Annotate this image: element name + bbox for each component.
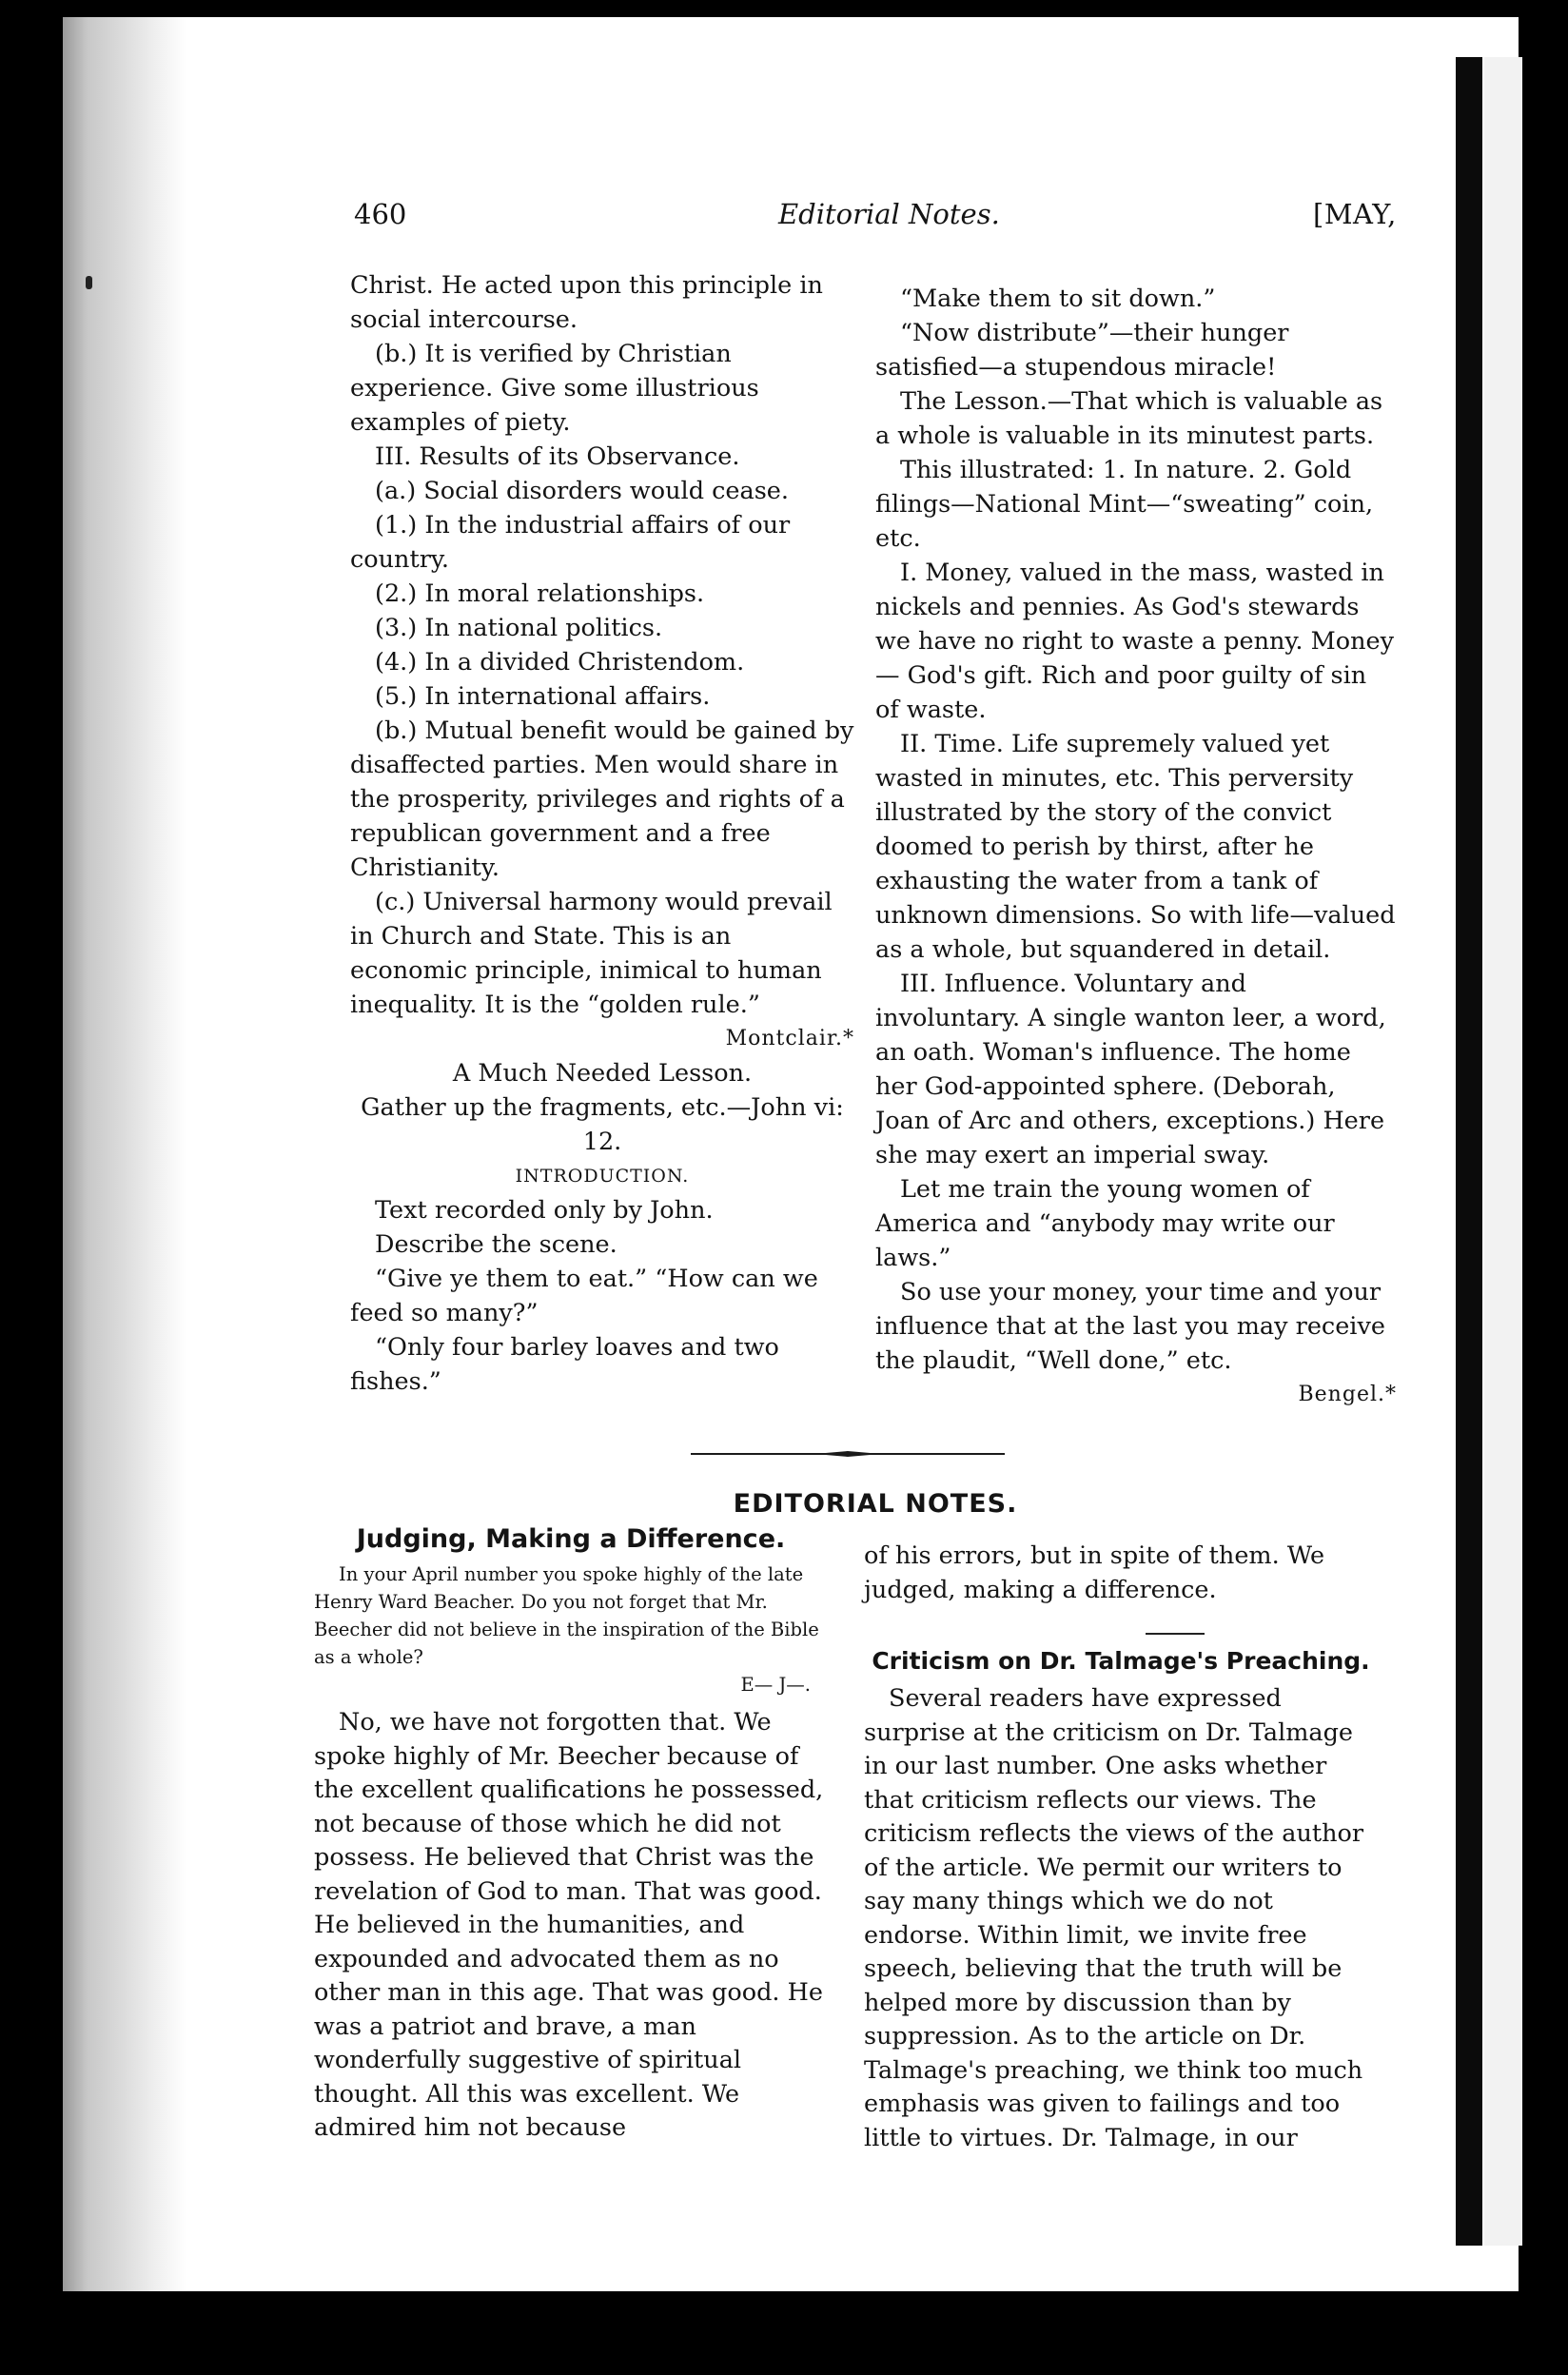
- editorial-notes-heading: EDITORIAL NOTES.: [733, 1489, 1018, 1519]
- right-lower-column: [864, 1539, 1378, 1607]
- scan-speck: [86, 276, 92, 289]
- right-column-paragraph: The Lesson.—That which is valuable as a whole is valuable in its minutest parts.: [875, 387, 1383, 450]
- right-column-paragraph: III. Influence. Voluntary and involuntary. A single wanton leer, a word, an oath. Woman's influence. The home her God-appointed sphere. (Deborah, Joan of Arc and others, exceptions.) Here she may exert an imperial sway.: [875, 970, 1386, 1169]
- page-number: 460: [354, 198, 407, 230]
- criticism-body: Several readers have expressed surprise at the criticism on Dr. Talmage in our last number. One asks whether that criticism reflects our views. The criticism reflects the views of the author of the article. We permit our writers to say many things which we do not endorse. Within limit, we invite free speech, believing that the truth will be helped more by discussion than by suppression. As to the article on Dr. Talmage's preaching, we think too much emphasis was given to failings and too little to virtues. Dr. Talmage, in our: [864, 1684, 1364, 2152]
- question-signature: E— J—.: [740, 1674, 811, 1696]
- running-month: [MAY,: [1313, 198, 1397, 230]
- judging-title: Judging, Making a Difference.: [356, 1524, 786, 1554]
- ornamental-rule: [691, 1451, 1005, 1457]
- right-column-paragraph: II. Time. Life supremely valued yet wasted in minutes, etc. This perversity illustrated by the story of the convict doomed to perish by thirst, after he exhausting the water from a tank of unknown dimensions. So with life—valued as a whole, but squandered in detail.: [875, 730, 1396, 964]
- right-column-paragraph: So use your money, your time and your influence that at the last you may receive the plaudit, “Well done,” etc.: [875, 1278, 1385, 1375]
- left-column-paragraph: (1.) In the industrial affairs of our country.: [350, 511, 791, 574]
- left-column-paragraph: Gather up the fragments, etc.—John vi: 12.: [361, 1093, 844, 1156]
- page-edge-shadow: [63, 17, 186, 2291]
- divider-rule: [1146, 1633, 1205, 1635]
- question-text: In your April number you spoke highly of the late Henry Ward Beacher. Do you not forget that Mr. Beecher did not believe in the inspiration of the Bible as a whole?: [314, 1563, 819, 1668]
- right-column-paragraph: This illustrated: 1. In nature. 2. Gold filings—National Mint—“sweating” coin, etc.: [875, 456, 1374, 553]
- judging-article: [314, 1522, 828, 2146]
- right-column-paragraph: Let me train the young women of America and “anybody may write our laws.”: [875, 1175, 1335, 1272]
- facing-page-strip: [1484, 57, 1522, 2246]
- left-column-paragraph: (5.) In international affairs.: [375, 682, 711, 711]
- left-column-paragraph: “Only four barley loaves and two fishes.”: [350, 1333, 779, 1396]
- left-column-paragraph: Montclair.*: [725, 1027, 854, 1050]
- right-column: [875, 282, 1397, 1412]
- left-column-paragraph: (a.) Social disorders would cease.: [375, 477, 789, 505]
- reader-question: [314, 1560, 828, 1698]
- left-column: [350, 268, 854, 1399]
- left-column-paragraph: (2.) In moral relationships.: [375, 579, 705, 608]
- left-column-paragraph: Christ. He acted upon this principle in social intercourse.: [350, 271, 823, 334]
- criticism-article: [864, 1644, 1378, 2155]
- left-column-paragraph: A Much Needed Lesson.: [452, 1059, 753, 1088]
- left-column-paragraph: Describe the scene.: [375, 1230, 617, 1259]
- left-column-paragraph: INTRODUCTION.: [515, 1166, 690, 1187]
- right-column-paragraph: “Make them to sit down.”: [900, 285, 1216, 313]
- criticism-title: Criticism on Dr. Talmage's Preaching.: [872, 1647, 1370, 1675]
- running-title: Editorial Notes.: [778, 198, 1000, 230]
- judging-continuation: of his errors, but in spite of them. We judged, making a difference.: [864, 1541, 1325, 1604]
- right-column-paragraph: Bengel.*: [1298, 1383, 1397, 1406]
- left-column-paragraph: (b.) It is verified by Christian experience. Give some illustrious examples of piety.: [350, 340, 759, 437]
- book-gutter: [1456, 57, 1482, 2246]
- left-column-paragraph: (b.) Mutual benefit would be gained by disaffected parties. Men would share in the prosperity, privileges and rights of a republican government and a free Christianity.: [350, 716, 854, 882]
- right-column-paragraph: “Now distribute”—their hunger satisfied—a stupendous miracle!: [875, 319, 1289, 382]
- left-column-paragraph: (3.) In national politics.: [375, 614, 663, 642]
- left-column-paragraph: Text recorded only by John.: [375, 1196, 714, 1225]
- left-column-paragraph: (4.) In a divided Christendom.: [375, 648, 745, 677]
- left-column-paragraph: III. Results of its Observance.: [375, 442, 740, 471]
- right-column-paragraph: I. Money, valued in the mass, wasted in nickels and pennies. As God's stewards we have no right to waste a penny. Money — God's gift. Rich and poor guilty of sin of waste.: [875, 559, 1395, 724]
- left-column-paragraph: (c.) Universal harmony would prevail in Church and State. This is an economic principle, inimical to human inequality. It is the “golden rule.”: [350, 888, 833, 1019]
- left-column-paragraph: “Give ye them to eat.” “How can we feed so many?”: [350, 1265, 818, 1327]
- judging-answer: No, we have not forgotten that. We spoke highly of Mr. Beecher because of the excellent qualifications he possessed, not because of those which he did not possess. He believed that Christ was the revelation of God to man. That was good. He believed in the humanities, and expounded and advocated them as no other man in this age. That was good. He was a patriot and brave, a man wonderfully suggestive of spiritual thought. All this was excellent. We admired him not because: [314, 1708, 824, 2142]
